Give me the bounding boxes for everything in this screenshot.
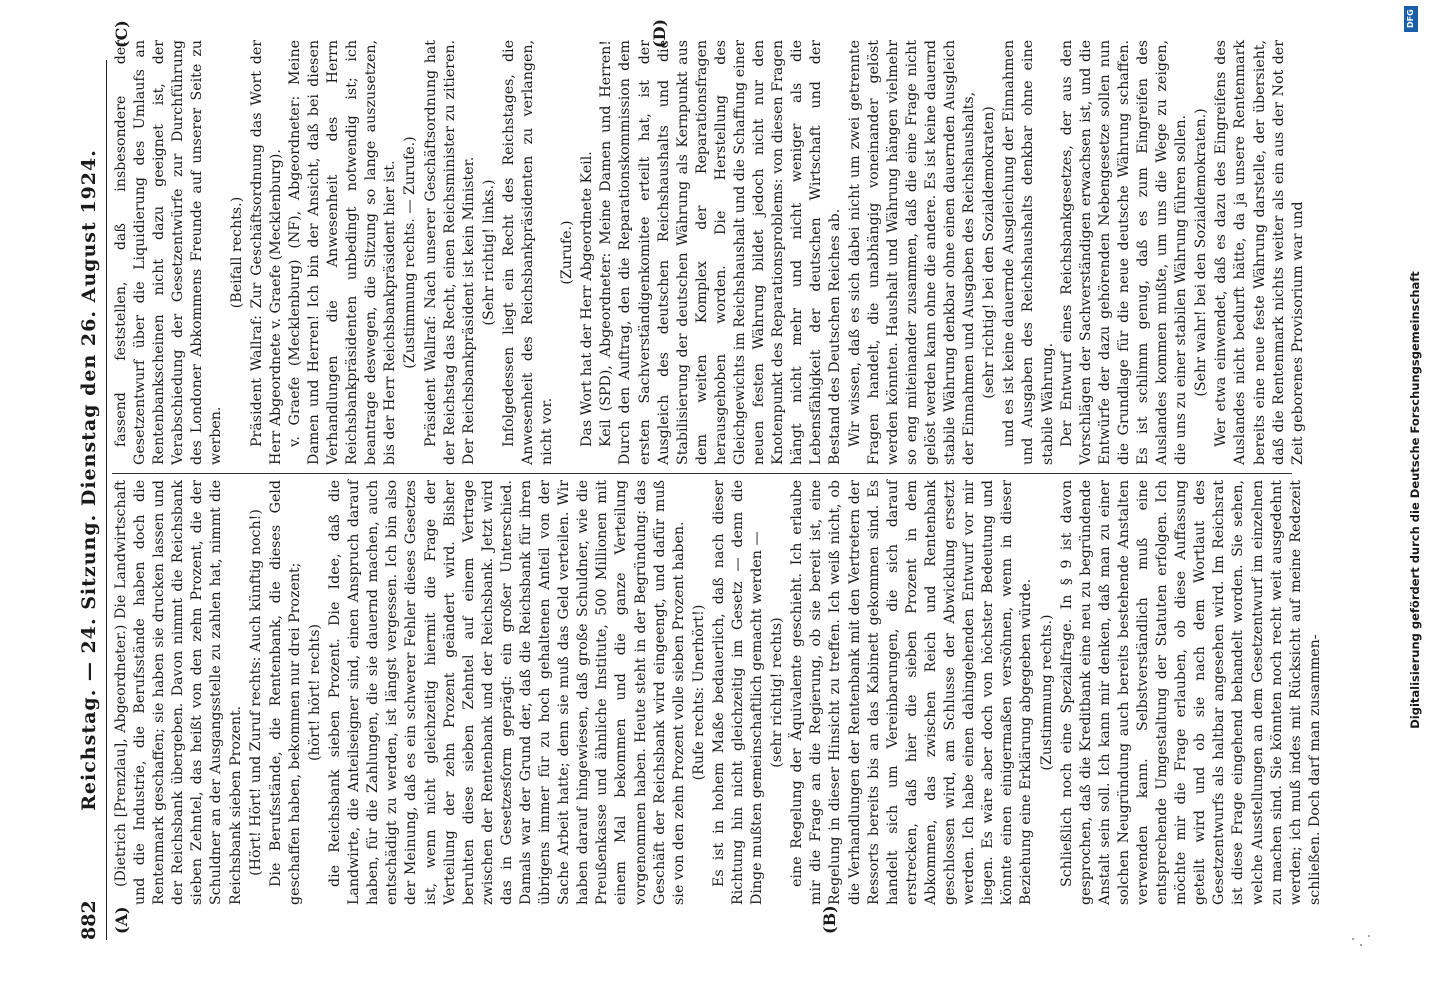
paragraph: Die Berufsstände, die Rentenbank, die dieses Geld geschaffen haben, bekommen nur drei Prozent; (267, 480, 303, 905)
running-title: Reichstag. — 24. Sitzung. Dienstag den 26. August 1924. (78, 149, 100, 811)
paragraph: Keil (SPD), Abgeordneter: Meine Damen und Herren! Durch den Auftrag, den die Reparationskommission dem ersten Sachverständigenkomitee erteilt hat, ist der Ausgleich des deutschen Reichshaushalts und die Stabilisierung der deutschen Währung als Kernpunkt aus dem weiten Komplex der Reparationsfragen herausgehoben worden. Die Herstellung des Gleichgewichts im Reichshaushalt und die Schaffung einer neuen festen Währung bildet jedoch nicht nur den Knotenpunkt des Reparationsproblems: von diesen Fragen hängt nicht mehr und nicht weniger als die Lebensfähigkeit der deutschen Wirtschaft und der Bestand des Deutschen Reiches ab. (598, 40, 844, 465)
paragraph: Wer etwa einwendet, daß es dazu des Eingreifens des Auslandes nicht bedurft hätte, da ja unsere Rentenmark bereits eine neue feste Währung darstelle, der übersieht, daß die Rentenmark nichts weiter als ein aus der Not der Zeit geborenes Provisorium war und (1213, 40, 1306, 465)
interjection: (Sehr wahr! bei den Sozialdemokraten.) (1193, 108, 1210, 397)
margin-marker-b: (B) (820, 905, 839, 934)
paragraph: Infolgedessen liegt ein Recht des Reichstages, die Anwesenheit des Reichsbankpräsidenten zu verlangen, nicht vor. (500, 40, 556, 465)
paragraph: eine Regelung der Äquivalente geschieht. Ich erlaube mir die Frage an die Regierung, ob sie bereit ist, eine Regelung in dieser Hinsicht zu treffen. Ich weiß nicht, ob die Verhandlungen der Rentenbank mit den Vertretern der Ressorts bereits bis an das Kabinett gekommen sind. Es handelt sich um Vereinbarungen, die sich darauf erstrecken, daß hier die sieben Prozent in dem Abkommen, das zwischen Reich und Rentenbank geschlossen wird, am Schlusse der Abwicklung ersetzt werden. Ich habe einen dahingehenden Entwurf vor mir liegen. Es wäre aber doch von höchster Bedeutung und könnte einen einigermaßen versöhnen, wenn in dieser Beziehung eine Erklärung abgegeben würde. (789, 480, 1035, 905)
scan-speck (1352, 938, 1354, 940)
paragraph: (Dietrich [Prenzlau], Abgeordneter.) Die Landwirtschaft und die Industrie, die Berufsstände haben doch die Rentenmark geschaffen; sie haben sie drucken lassen und der Reichsbank übergeben. Davon nimmt die Reichsbank sieben Zehntel, das heißt von den zehn Prozent, die der Schuldner an der Ausgangsstelle zu zahlen hat, nimmt die Reichsbank sieben Prozent. (113, 480, 244, 905)
margin-marker-a: (A) (112, 906, 131, 934)
page-number: 882 (78, 900, 100, 940)
funding-credit: Digitalisierung gefördert durch die Deutsche Forschungsgemeinschaft (1408, 271, 1422, 729)
page-header (78, 60, 107, 940)
paragraph: Wir wissen, daß es sich dabei nicht um zwei getrennte Fragen handelt, die unabhängig voneinander gelöst werden könnten. Haushalt und Währung hängen vielmehr so eng miteinander zusammen, daß die eine Frage nicht gelöst werden kann ohne die andere. Es ist keine dauernd stabile Währung denkbar ohne einen dauernden Ausgleich der Einnahmen und Ausgaben des Reichshaushalts, (846, 40, 978, 465)
scan-speck (1368, 935, 1370, 937)
left-column (112, 480, 1323, 905)
interjection: (hört! hört! rechts) (306, 623, 323, 762)
interjection: (Rufe rechts: Unerhört!) (690, 604, 707, 781)
digitization-sidebar (1396, 0, 1434, 1000)
scan-speck (1360, 944, 1362, 946)
interjection: (Beifall rechts.) (228, 196, 245, 309)
dfg-logo: DFG (1404, 6, 1418, 32)
paragraph: Es ist in hohem Maße bedauerlich, daß nach dieser Richtung hin nicht gleichzeitig im Gesetz — denn die Dinge mußten gemeinschaftlich gemacht werden — (710, 480, 766, 905)
paragraph: und es ist keine dauernde Ausgleichung der Einnahmen und Ausgaben des Reichshaushalts denkbar ohne eine stabile Währung. (1001, 40, 1056, 465)
paragraph: Präsident Wallraf: Nach unserer Geschäftsordnung hat der Reichstag das Recht, einen Reichsminister zu zitieren. Der Reichsbankpräsident ist kein Minister. (422, 40, 477, 465)
paragraph: Der Entwurf eines Reichsbankgesetzes, der aus den Vorschlägen der Sachverständigen erwachsen ist, und die Entwürfe der dazu gehörenden Nebengesetze sollen nun die Grundlage für die neue deutsche Währung schaffen. Es ist schlimm genug, daß es zum Eingreifen des Auslandes kommen mußte, um uns die Wege zu zeigen, die uns zu einer stabilen Währung führen sollen. (1058, 40, 1190, 465)
right-column (112, 40, 1306, 465)
paragraph: v. Graefe (Mecklenburg) (NF), Abgeordneter: Meine Damen und Herren! Ich bin der Ansicht, daß bei diesen Verhandlungen die Anwesenheit des Herrn Reichsbankpräsidenten unbedingt notwendig ist; ich beantrage deswegen, die Sitzung so lange auszusetzen, bis der Herr Reichsbankpräsident hier ist. (286, 40, 399, 465)
interjection: (Zustimmung rechts.) (1038, 614, 1055, 771)
interjection: (Zurufe.) (559, 220, 576, 285)
interjection: (Sehr richtig! links.) (480, 179, 497, 326)
paragraph: Das Wort hat der Herr Abgeordnete Keil. (579, 151, 596, 447)
margin-marker-d: (D) (650, 18, 669, 48)
paragraph: fassend feststellen, daß insbesondere der Gesetzentwurf über die Liquidierung des Umlaufs an Rentenbankscheinen nicht dazu geeignet ist, der Verabschiedung der Gesetzentwürfe zur Durchführung des Londoner Abkommens Freunde auf unserer Seite zu werben. (113, 40, 225, 465)
interjection: (Zustimmung rechts. — Zurufe.) (402, 136, 419, 369)
paragraph: Schließlich noch eine Spezialfrage. In § 9 ist davon gesprochen, daß die Kreditbank eine neu zu begründende Anstalt sein soll. Ich kann mir denken, daß man zu einer solchen Neugründung auch bereits bestehende Anstalten verwenden kann. Selbstverständlich muß eine entsprechende Umgestaltung der Statuten erfolgen. Ich möchte mir die Frage erlauben, ob diese Auffassung geteilt wird und ob sie nach dem Wortlaut des Gesetzentwurfs als haltbar angesehen wird. Im Reichsrat ist diese Frage eingehend behandelt worden. Sie sehen, welche Ausstellungen an dem Gesetzentwurf im einzelnen zu machen sind. Sie könnten noch recht weit ausgedehnt werden; ich muß indes mit Rücksicht auf meine Redezeit schließen. Doch darf man zusammen- (1058, 480, 1323, 905)
paragraph: Präsident Wallraf: Zur Geschäftsordnung das Wort der Herr Abgeordnete v. Graefe (Mecklenburg). (248, 40, 284, 465)
interjection: (sehr richtig! bei den Sozialdemokraten) (981, 106, 998, 399)
interjection: (sehr richtig! rechts) (769, 617, 786, 768)
interjection: (Hört! Hört! und Zuruf rechts: Auch künftig noch!) (247, 509, 264, 876)
paragraph: die Reichsbank sieben Prozent. Die Idee, daß die Landwirte, die Anteilseigner sind, einen Anspruch darauf haben, für die Zahlungen, die sie dauernd machen, auch entschädigt zu werden, ist längst vergessen. Ich bin also der Meinung, daß es ein schwerer Fehler dieses Gesetzes ist, wenn nicht gleichzeitig hiermit die Frage der Verteilung der zehn Prozent geändert wird. Bisher beruhten diese sieben Zehntel auf einem Vertrage zwischen der Rentenbank und der Reichsbank. Jetzt wird das in Gesetzesform geprägt: ein großer Unterschied. Damals war der Grund der, daß die Reichsbank für ihren übrigens immer für zu hoch gehaltenen Anteil von der Sache Arbeit hatte; denn sie muß das Geld verteilen. Wir haben darauf hingewiesen, daß große Schuldner, wie die Preußenkasse und ähnliche Institute, 500 Millionen mit einem Mal bekommen und die ganze Verteilung vorgenommen haben. Heute steht in der Begründung: das Geschäft der Reichsbank wird eingeengt, und dafür muß sie von den zehn Prozent volle sieben Prozent haben. (327, 480, 687, 905)
margin-marker-c: (C) (112, 20, 131, 48)
column-divider (112, 473, 1292, 474)
